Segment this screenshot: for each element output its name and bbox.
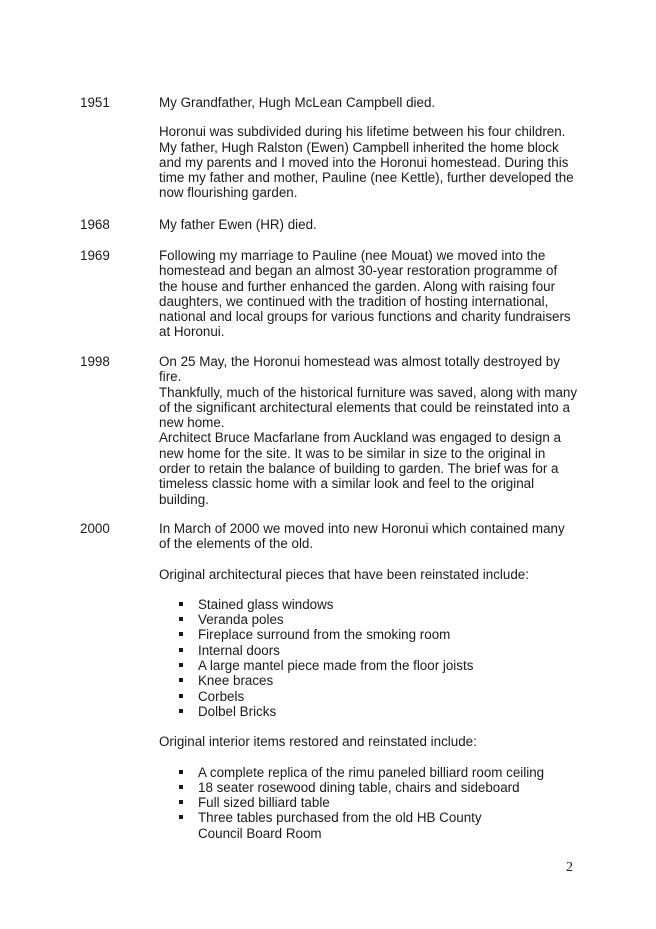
entry-text — [159, 521, 589, 841]
list-item: Corbels — [159, 689, 589, 704]
entry-text — [159, 354, 589, 507]
architectural-heading: Original architectural pieces that have been reinstated include: — [159, 566, 529, 582]
entry-paragraph: Horonui was subdivided during his lifetime between his four children. My father, Hugh Ralston (Ewen) Campbell inherited the home block and my parents and I moved into the Horonui homestead. During this time my father and mother, Pauline (nee Kettle), further developed the now flourishing garden. — [159, 124, 574, 201]
list-item: Knee braces — [159, 673, 589, 688]
entry-text — [159, 95, 589, 201]
entry-year: 1969 — [80, 248, 110, 263]
entry-paragraph: On 25 May, the Horonui homestead was almost totally destroyed by fire. — [159, 354, 560, 385]
interior-list — [159, 765, 589, 841]
list-item: Three tables purchased from the old HB County Council Board Room — [159, 810, 498, 841]
entry-text — [159, 248, 589, 340]
list-item: Fireplace surround from the smoking room — [159, 627, 589, 642]
list-item: A complete replica of the rimu paneled billiard room ceiling — [159, 765, 589, 780]
entry-text — [159, 217, 589, 232]
list-item: Full sized billiard table — [159, 795, 589, 810]
entry-year: 1968 — [80, 217, 110, 232]
list-item: A large mantel piece made from the floor joists — [159, 658, 589, 673]
entry-paragraph: My father Ewen (HR) died. — [159, 217, 317, 232]
interior-heading: Original interior items restored and reinstated include: — [159, 734, 477, 750]
architectural-list — [159, 597, 589, 719]
list-item: Veranda poles — [159, 612, 589, 627]
entry-year: 1951 — [80, 95, 110, 110]
entry-paragraph: My Grandfather, Hugh McLean Campbell died. — [159, 95, 436, 110]
list-item: 18 seater rosewood dining table, chairs and sideboard — [159, 780, 589, 795]
page-number: 2 — [566, 860, 573, 875]
entry-paragraph: Following my marriage to Pauline (nee Mouat) we moved into the homestead and began an almost 30-year restoration programme of the house and further enhanced the garden. Along with raising four daughters, we continued with the tradition of hosting international, national and local groups for various functions and charity fundraisers at Horonui. — [159, 248, 571, 340]
entry-paragraph: Thankfully, much of the historical furniture was saved, along with many of the significant architectural elements that could be reinstated into a new home. — [159, 384, 578, 431]
entry-paragraph: Architect Bruce Macfarlane from Auckland was engaged to design a new home for the site. It was to be similar in size to the original in order to retain the balance of building to garden. The brief was for a timeless classic home with a similar look and feel to the original building. — [159, 430, 561, 507]
list-item: Dolbel Bricks — [159, 704, 589, 719]
entry-year: 1998 — [80, 354, 110, 369]
entry-paragraph: In March of 2000 we moved into new Horonui which contained many of the elements of the old. — [159, 521, 565, 552]
entry-year: 2000 — [80, 521, 110, 536]
list-item: Internal doors — [159, 643, 589, 658]
list-item: Stained glass windows — [159, 597, 589, 612]
